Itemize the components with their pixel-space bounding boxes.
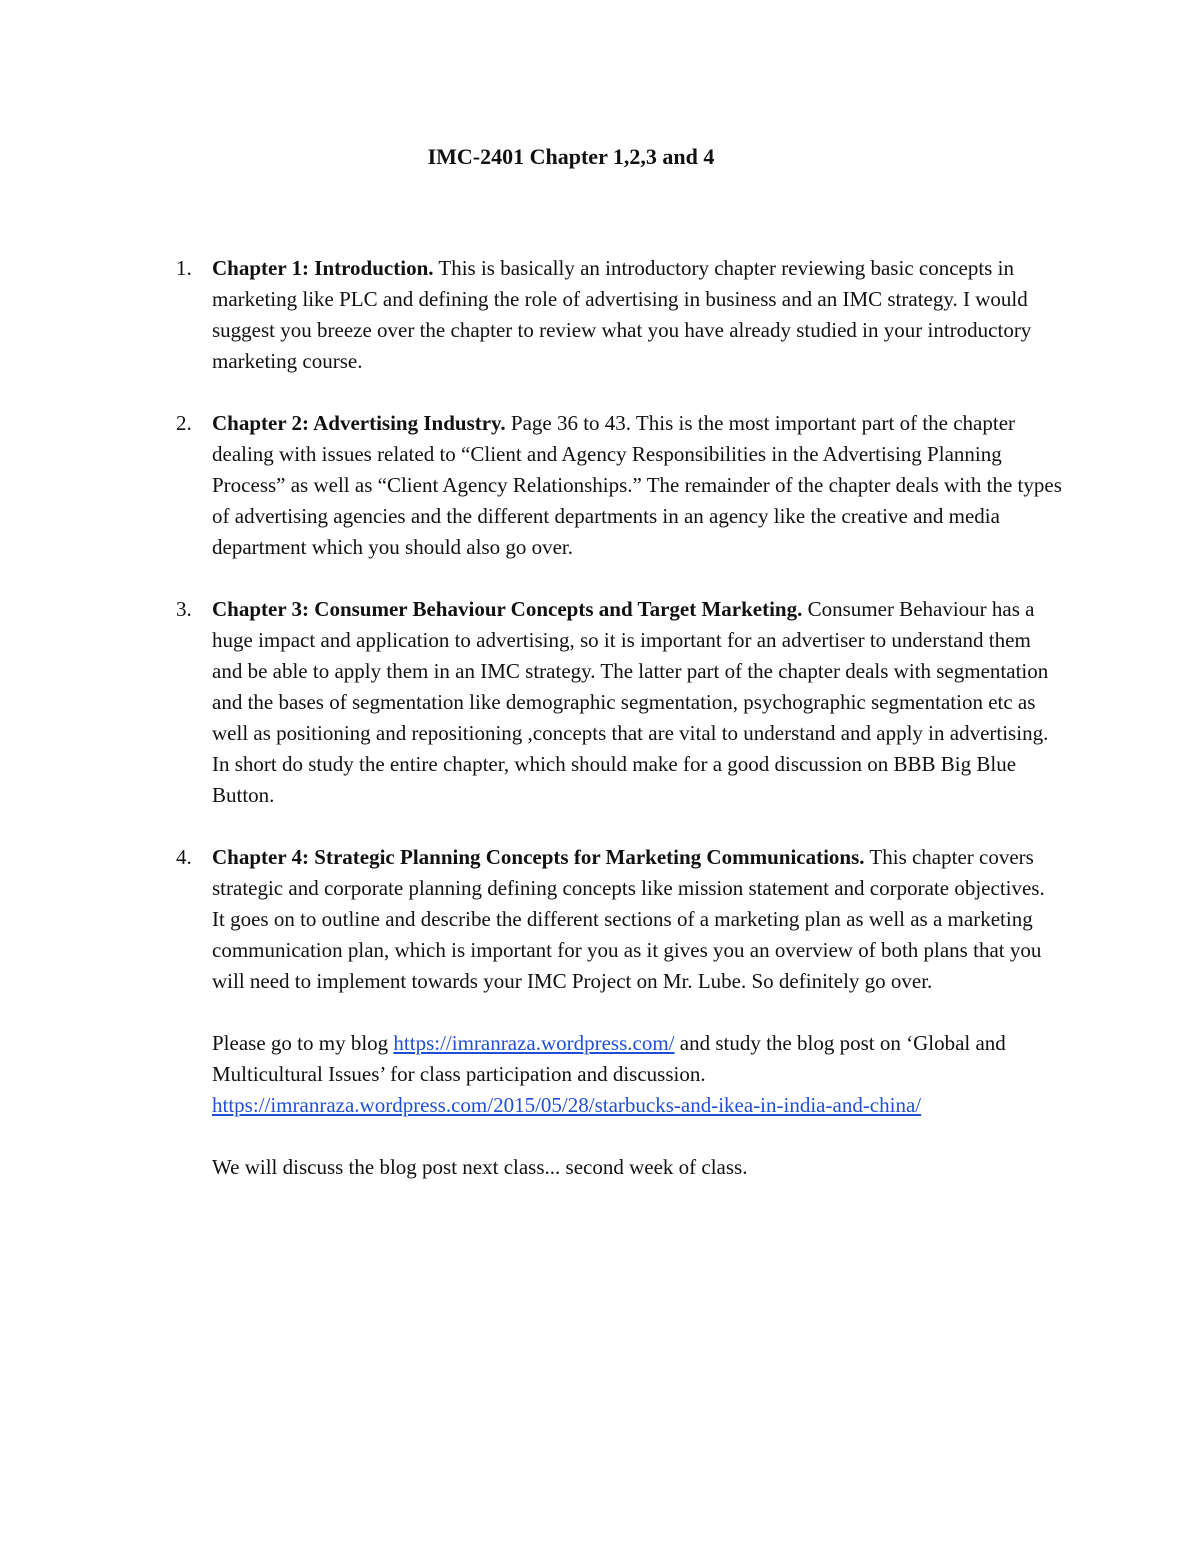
chapter-heading: Chapter 1: Introduction. (212, 256, 434, 280)
list-number: 4. (176, 845, 192, 869)
blog-prefix-text: Please go to my blog (212, 1031, 394, 1055)
chapter-heading: Chapter 4: Strategic Planning Concepts for Marketing Communications. (212, 845, 865, 869)
list-number: 1. (176, 256, 192, 280)
list-item-chapter-1 (0, 253, 1062, 377)
chapter-description: This is basically an introductory chapter reviewing basic concepts in marketing like PLC and defining the role of advertising in business and an IMC strategy. I would suggest you breeze over the chapter to review what you have already studied in your introductory marketing course. (212, 256, 1032, 373)
blog-post-link[interactable]: https://imranraza.wordpress.com/2015/05/28/starbucks-and-ikea-in-india-and-china/ (212, 1093, 922, 1117)
chapter-description: Consumer Behaviour has a huge impact and application to advertising, so it is important for an advertiser to understand them and be able to apply them in an IMC strategy. The latter part of the chapter deals with segmentation and the bases of segmentation like demographic segmentation, psychographic segmentation etc as well as positioning and repositioning ,concepts that are vital to understand and apply in advertising. In short do study the entire chapter, which should make for a good discussion on BBB Big Blue Button. (212, 597, 1049, 807)
list-number: 2. (176, 411, 192, 435)
blog-middle-text: and study the blog post on ‘Global and Multicultural Issues’ for class participation and discussion. (212, 1031, 1006, 1086)
list-item-chapter-3 (0, 594, 1062, 811)
chapter-heading: Chapter 3: Consumer Behaviour Concepts and Target Marketing. (212, 597, 803, 621)
blog-paragraph (0, 1028, 1062, 1121)
list-number: 3. (176, 597, 192, 621)
chapter-description: Page 36 to 43. This is the most important part of the chapter dealing with issues related to “Client and Agency Responsibilities in the Advertising Planning Process” as well as “Client Agency Relationships.” The remainder of the chapter deals with the types of advertising agencies and the different departments in an agency like the creative and media department which you should also go over. (212, 411, 1062, 559)
list-item-chapter-2 (0, 408, 1062, 563)
chapter-description: This chapter covers strategic and corporate planning defining concepts like mission statement and corporate objectives. It goes on to outline and describe the different sections of a marketing plan as well as a marketing communication plan, which is important for you as it gives you an overview of both plans that you will need to implement towards your IMC Project on Mr. Lube. So definitely go over. (212, 845, 1045, 993)
closing-paragraph: We will discuss the blog post next class... second week of class. (212, 1155, 748, 1179)
blog-link[interactable]: https://imranraza.wordpress.com/ (393, 1031, 675, 1055)
document-title: IMC-2401 Chapter 1,2,3 and 4 (427, 144, 715, 169)
document-body (0, 253, 1200, 1214)
chapter-heading: Chapter 2: Advertising Industry. (212, 411, 506, 435)
list-item-chapter-4 (0, 842, 1062, 997)
